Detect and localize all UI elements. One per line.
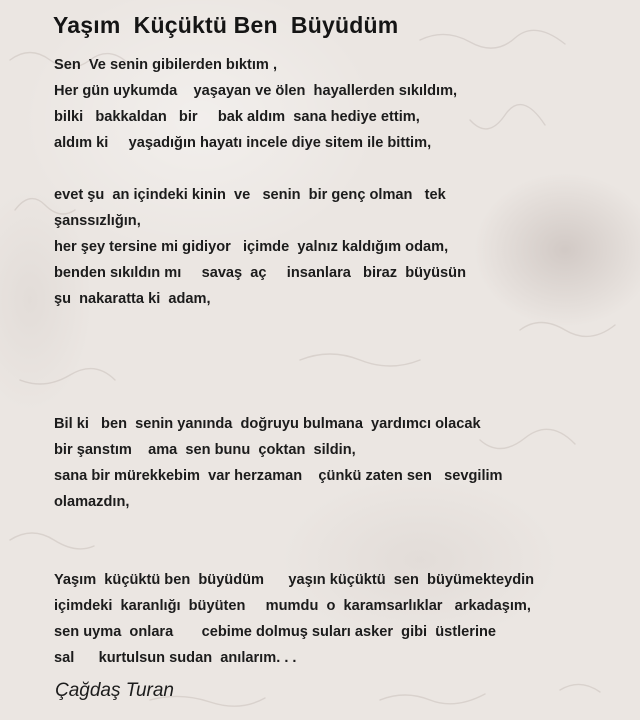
poem-author: Çağdaş Turan bbox=[55, 680, 174, 701]
poem-line: bir şanstım ama sen bunu çoktan sildin, bbox=[54, 442, 356, 458]
stanza-1 bbox=[54, 52, 457, 156]
poem-title: Yaşım Küçüktü Ben Büyüdüm bbox=[53, 12, 399, 38]
poem-line: evet şu an içindeki kinin ve senin bir genç olman tek bbox=[54, 187, 446, 203]
stanza-2 bbox=[54, 182, 466, 312]
poem-line: Bil ki ben senin yanında doğruyu bulmana yardımcı olacak bbox=[54, 416, 481, 432]
poem-line: şu nakaratta ki adam, bbox=[54, 291, 211, 307]
poem-line: Her gün uykumda yaşayan ve ölen hayallerden sıkıldım, bbox=[54, 83, 458, 99]
poem-line: Yaşım küçüktü ben büyüdüm yaşın küçüktü sen büyümekteydin bbox=[54, 572, 535, 588]
stanza-3 bbox=[54, 411, 503, 515]
poem-line: her şey tersine mi gidiyor içimde yalnız kaldığım odam, bbox=[54, 239, 449, 255]
poem-line: bilki bakkaldan bir bak aldım sana hediye ettim, bbox=[54, 109, 420, 125]
poem-line: benden sıkıldın mı savaş aç insanlara biraz büyüsün bbox=[54, 265, 467, 281]
poem-line: şanssızlığın, bbox=[54, 213, 141, 229]
poem-line: aldım ki yaşadığın hayatı incele diye sitem ile bittim, bbox=[54, 135, 432, 151]
poem-line: olamazdın, bbox=[54, 494, 130, 510]
stanza-4 bbox=[54, 567, 534, 671]
poem-line: sen uyma onlara cebime dolmuş suları asker gibi üstlerine bbox=[54, 624, 497, 640]
poem-line: Sen Ve senin gibilerden bıktım , bbox=[54, 57, 278, 73]
poem-line: sana bir mürekkebim var herzaman çünkü zaten sen sevgilim bbox=[54, 468, 503, 484]
poem-line: içimdeki karanlığı büyüten mumdu o karamsarlıklar arkadaşım, bbox=[54, 598, 531, 614]
poem-line: sal kurtulsun sudan anılarım. . . bbox=[54, 650, 297, 666]
